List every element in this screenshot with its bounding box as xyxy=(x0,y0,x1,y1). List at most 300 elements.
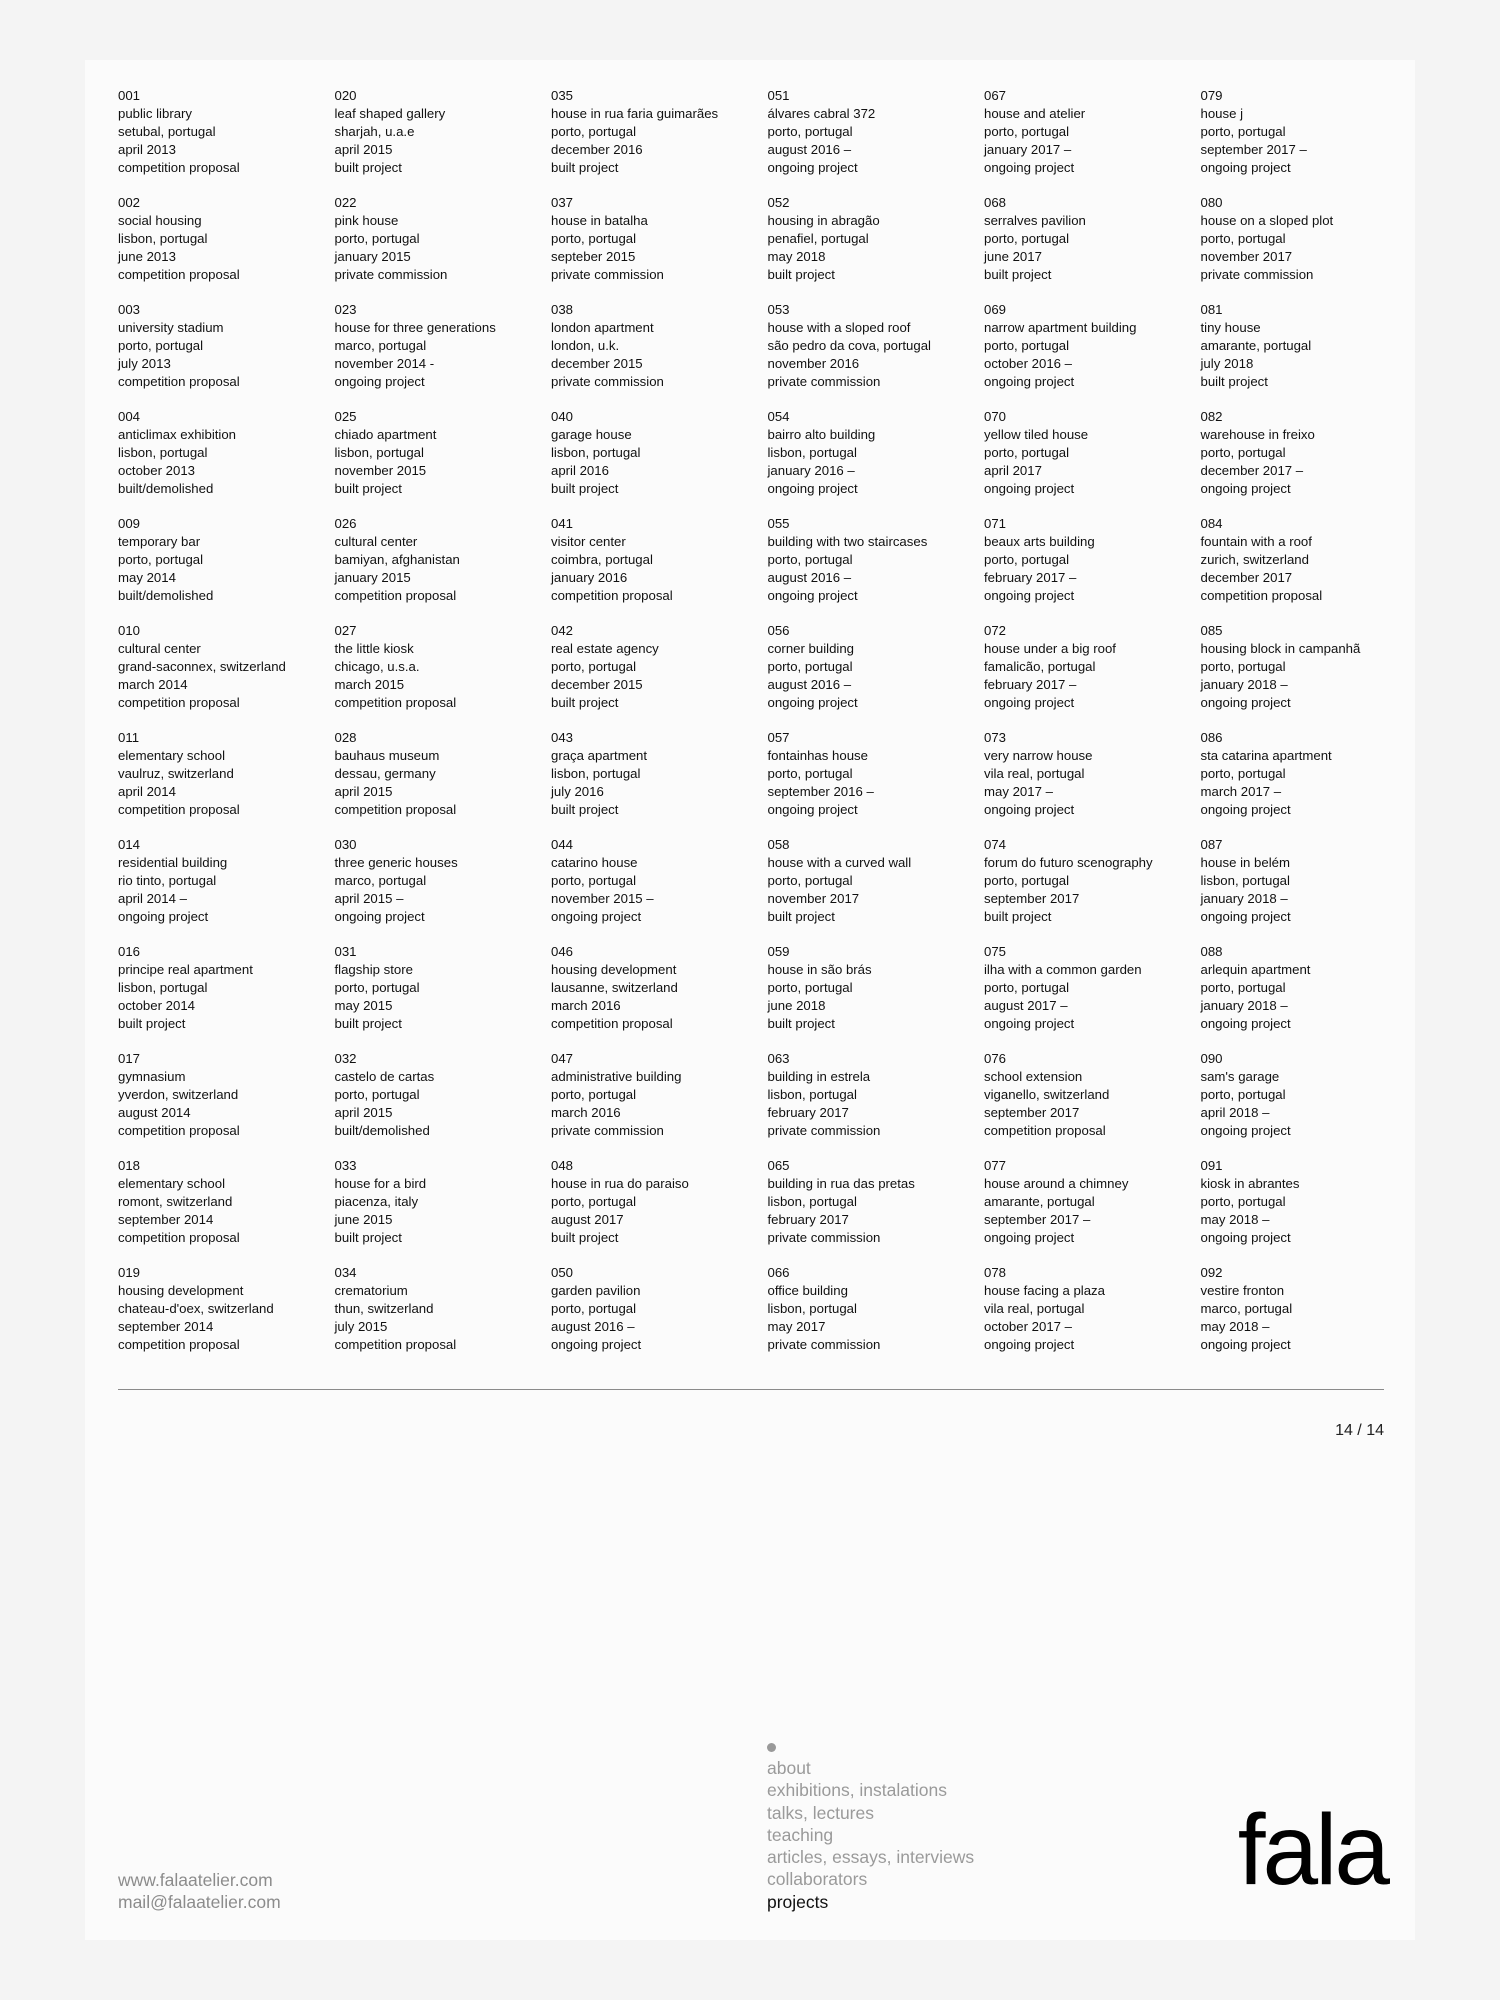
project-status: ongoing project xyxy=(984,373,1075,389)
project-status: private commission xyxy=(551,266,664,282)
project-status: ongoing project xyxy=(984,1015,1075,1031)
project-place: porto, portugal xyxy=(551,1193,637,1209)
project-place: porto, portugal xyxy=(984,337,1070,353)
main-nav xyxy=(767,1757,974,1913)
project-status: competition proposal xyxy=(118,373,240,389)
project-place: porto, portugal xyxy=(334,1086,420,1102)
project-date: june 2013 xyxy=(118,248,176,264)
project-date: march 2017 – xyxy=(1200,783,1282,799)
project-num: 044 xyxy=(551,837,574,852)
project-entry[interactable] xyxy=(118,515,335,622)
project-entry[interactable] xyxy=(1201,729,1418,836)
project-entry[interactable] xyxy=(984,622,1201,729)
project-status: ongoing project xyxy=(984,587,1075,603)
project-place: lisbon, portugal xyxy=(767,1193,857,1209)
project-place: vila real, portugal xyxy=(984,1300,1085,1316)
project-entry[interactable] xyxy=(768,408,985,515)
project-name: residential building xyxy=(118,854,228,870)
project-name: building in estrela xyxy=(767,1068,871,1084)
project-place: porto, portugal xyxy=(767,765,853,781)
project-status: built project xyxy=(551,159,619,175)
project-name: yellow tiled house xyxy=(984,426,1089,442)
project-date: february 2017 – xyxy=(984,676,1077,692)
project-status: private commission xyxy=(1200,266,1314,282)
project-entry[interactable] xyxy=(1201,408,1418,515)
project-name: ilha with a common garden xyxy=(984,961,1142,977)
project-date: november 2017 xyxy=(767,890,860,906)
project-num: 052 xyxy=(767,195,790,210)
project-date: july 2018 xyxy=(1200,355,1254,371)
project-date: december 2015 xyxy=(551,676,643,692)
project-entry[interactable] xyxy=(551,301,768,408)
project-place: porto, portugal xyxy=(984,872,1070,888)
project-status: ongoing project xyxy=(767,694,858,710)
project-place: são pedro da cova, portugal xyxy=(767,337,931,353)
project-place: porto, portugal xyxy=(1200,765,1286,781)
project-name: three generic houses xyxy=(334,854,458,870)
project-status: built project xyxy=(334,1229,402,1245)
project-status: ongoing project xyxy=(1200,908,1291,924)
project-num: 018 xyxy=(118,1158,141,1173)
project-place: romont, switzerland xyxy=(118,1193,233,1209)
project-entry[interactable] xyxy=(984,194,1201,301)
project-entry[interactable] xyxy=(768,1157,985,1264)
project-name: house under a big roof xyxy=(984,640,1116,656)
project-date: may 2018 xyxy=(767,248,826,264)
project-status: competition proposal xyxy=(118,1122,240,1138)
project-num: 042 xyxy=(551,623,574,638)
project-date: may 2017 – xyxy=(984,783,1053,799)
project-entry[interactable] xyxy=(551,622,768,729)
project-entry[interactable] xyxy=(335,515,552,622)
project-num: 014 xyxy=(118,837,141,852)
project-date: january 2016 – xyxy=(767,462,855,478)
project-place: porto, portugal xyxy=(984,444,1070,460)
project-name: kiosk in abrantes xyxy=(1200,1175,1300,1191)
project-num: 080 xyxy=(1200,195,1223,210)
project-status: private commission xyxy=(334,266,448,282)
project-entry[interactable] xyxy=(1201,301,1418,408)
project-entry[interactable] xyxy=(551,87,768,194)
project-entry[interactable] xyxy=(1201,87,1418,194)
project-place: porto, portugal xyxy=(984,123,1070,139)
project-entry[interactable] xyxy=(335,943,552,1050)
project-name: gymnasium xyxy=(118,1068,186,1084)
project-place: porto, portugal xyxy=(767,551,853,567)
project-status: built/demolished xyxy=(118,587,214,603)
project-num: 066 xyxy=(767,1265,790,1280)
project-name: building in rua das pretas xyxy=(767,1175,915,1191)
project-entry[interactable] xyxy=(984,943,1201,1050)
project-entry[interactable] xyxy=(984,1050,1201,1157)
project-status: ongoing project xyxy=(767,159,858,175)
project-place: marco, portugal xyxy=(334,872,427,888)
project-status: built project xyxy=(334,1015,402,1031)
project-num: 033 xyxy=(334,1158,357,1173)
project-entry[interactable] xyxy=(118,1157,335,1264)
project-num: 051 xyxy=(767,88,790,103)
project-status: ongoing project xyxy=(984,1336,1075,1352)
project-entry[interactable] xyxy=(551,1157,768,1264)
nav-item-articles[interactable]: articles, essays, interviews xyxy=(767,1847,975,1868)
project-num: 078 xyxy=(984,1265,1007,1280)
project-status: competition proposal xyxy=(118,1336,240,1352)
project-entry[interactable] xyxy=(118,87,335,194)
project-entry[interactable] xyxy=(551,943,768,1050)
project-num: 027 xyxy=(334,623,357,638)
project-status: ongoing project xyxy=(1200,1122,1291,1138)
project-status: ongoing project xyxy=(767,480,858,496)
project-entry[interactable] xyxy=(984,301,1201,408)
project-date: october 2016 – xyxy=(984,355,1072,371)
project-num: 071 xyxy=(984,516,1007,531)
project-entry[interactable] xyxy=(335,87,552,194)
project-date: april 2015 – xyxy=(334,890,404,906)
project-entry[interactable] xyxy=(335,408,552,515)
fala-logo[interactable]: fala xyxy=(1237,1794,1387,1906)
project-date: february 2017 xyxy=(767,1211,849,1227)
project-place: lisbon, portugal xyxy=(767,1300,857,1316)
project-entry[interactable] xyxy=(768,836,985,943)
project-entry[interactable] xyxy=(551,515,768,622)
project-date: september 2014 xyxy=(118,1211,214,1227)
project-entry[interactable] xyxy=(1201,1157,1418,1264)
project-date: may 2018 – xyxy=(1200,1318,1270,1334)
project-entry[interactable] xyxy=(551,408,768,515)
project-status: built project xyxy=(334,480,402,496)
project-place: lisbon, portugal xyxy=(551,765,641,781)
nav-item-teaching[interactable]: teaching xyxy=(767,1824,834,1845)
project-place: piacenza, italy xyxy=(334,1193,419,1209)
project-name: cultural center xyxy=(334,533,418,549)
project-entry[interactable] xyxy=(768,87,985,194)
project-date: february 2017 – xyxy=(984,569,1077,585)
project-place: porto, portugal xyxy=(551,1300,637,1316)
project-entry[interactable] xyxy=(118,194,335,301)
project-place: lisbon, portugal xyxy=(551,444,641,460)
project-name: housing development xyxy=(551,961,677,977)
project-date: january 2015 xyxy=(334,569,411,585)
website-link[interactable]: www.falaatelier.com xyxy=(118,1870,273,1890)
project-num: 082 xyxy=(1200,409,1223,424)
project-date: january 2015 xyxy=(334,248,411,264)
project-entry[interactable] xyxy=(768,1264,985,1371)
project-entry[interactable] xyxy=(335,1264,552,1371)
project-status: ongoing project xyxy=(984,1229,1075,1245)
project-num: 040 xyxy=(551,409,574,424)
project-date: june 2017 xyxy=(984,248,1042,264)
page-sheet xyxy=(85,60,1415,1940)
project-status: competition proposal xyxy=(334,1336,457,1352)
project-entry[interactable] xyxy=(335,836,552,943)
project-status: built project xyxy=(118,1015,186,1031)
project-entry[interactable] xyxy=(768,194,985,301)
project-num: 063 xyxy=(767,1051,790,1066)
project-place: porto, portugal xyxy=(118,551,204,567)
project-date: january 2018 – xyxy=(1200,676,1288,692)
project-name: catarino house xyxy=(551,854,638,870)
project-date: april 2016 xyxy=(551,462,609,478)
project-entry[interactable] xyxy=(768,943,985,1050)
project-name: housing in abragão xyxy=(767,212,880,228)
project-entry[interactable] xyxy=(984,408,1201,515)
project-num: 085 xyxy=(1200,623,1223,638)
project-name: fountain with a roof xyxy=(1200,533,1312,549)
project-date: september 2017 – xyxy=(984,1211,1091,1227)
project-status: ongoing project xyxy=(984,694,1075,710)
project-name: cultural center xyxy=(118,640,201,656)
project-num: 020 xyxy=(334,88,357,103)
project-date: november 2015 xyxy=(334,462,427,478)
nav-item-exhibitions[interactable]: exhibitions, instalations xyxy=(767,1780,947,1801)
project-place: lisbon, portugal xyxy=(334,444,424,460)
project-entry[interactable] xyxy=(1201,836,1418,943)
project-place: amarante, portugal xyxy=(984,1193,1095,1209)
project-name: álvares cabral 372 xyxy=(767,105,876,121)
project-entry[interactable] xyxy=(118,729,335,836)
project-name: visitor center xyxy=(551,533,626,549)
project-status: ongoing project xyxy=(767,801,858,817)
project-date: march 2016 xyxy=(551,1104,621,1120)
project-status: ongoing project xyxy=(118,908,209,924)
project-name: temporary bar xyxy=(118,533,201,549)
project-date: may 2014 xyxy=(118,569,176,585)
project-place: porto, portugal xyxy=(551,1086,637,1102)
project-num: 011 xyxy=(118,730,140,745)
project-place: vila real, portugal xyxy=(984,765,1085,781)
nav-item-talks[interactable]: talks, lectures xyxy=(767,1802,874,1823)
project-entry[interactable] xyxy=(551,1050,768,1157)
project-place: sharjah, u.a.e xyxy=(334,123,415,139)
project-status: ongoing project xyxy=(1200,480,1291,496)
project-name: vestire fronton xyxy=(1200,1282,1285,1298)
divider-line xyxy=(118,1389,1384,1390)
project-entry[interactable] xyxy=(335,1050,552,1157)
project-num: 030 xyxy=(334,837,357,852)
project-entry[interactable] xyxy=(118,943,335,1050)
project-entry[interactable] xyxy=(1201,515,1418,622)
project-date: septeber 2015 xyxy=(551,248,636,264)
project-num: 047 xyxy=(551,1051,574,1066)
project-name: garage house xyxy=(551,426,632,442)
project-name: warehouse in freixo xyxy=(1200,426,1315,442)
project-name: real estate agency xyxy=(551,640,659,656)
project-num: 073 xyxy=(984,730,1007,745)
project-num: 004 xyxy=(118,409,141,424)
project-name: house around a chimney xyxy=(984,1175,1129,1191)
project-entry[interactable] xyxy=(768,515,985,622)
project-place: marco, portugal xyxy=(334,337,427,353)
project-entry[interactable] xyxy=(118,622,335,729)
project-place: porto, portugal xyxy=(767,872,853,888)
project-name: house in belém xyxy=(1200,854,1290,870)
project-entry[interactable] xyxy=(984,1264,1201,1371)
project-entry[interactable] xyxy=(1201,1264,1418,1371)
project-date: october 2014 xyxy=(118,997,195,1013)
project-status: built project xyxy=(767,266,835,282)
project-entry[interactable] xyxy=(984,515,1201,622)
project-place: rio tinto, portugal xyxy=(118,872,217,888)
project-name: housing development xyxy=(118,1282,244,1298)
project-entry[interactable] xyxy=(984,1157,1201,1264)
project-num: 053 xyxy=(767,302,790,317)
project-place: london, u.k. xyxy=(551,337,620,353)
project-num: 092 xyxy=(1200,1265,1223,1280)
project-num: 054 xyxy=(767,409,790,424)
project-num: 081 xyxy=(1200,302,1223,317)
project-num: 001 xyxy=(118,88,141,103)
project-status: built project xyxy=(551,480,619,496)
project-date: april 2015 xyxy=(334,141,393,157)
project-num: 025 xyxy=(334,409,357,424)
project-date: august 2017 – xyxy=(984,997,1068,1013)
project-name: beaux arts building xyxy=(984,533,1095,549)
project-status: ongoing project xyxy=(551,1336,642,1352)
project-entry[interactable] xyxy=(768,1050,985,1157)
project-entry[interactable] xyxy=(768,622,985,729)
project-date: march 2015 xyxy=(334,676,405,692)
project-num: 087 xyxy=(1200,837,1223,852)
project-status: built project xyxy=(1200,373,1268,389)
project-status: private commission xyxy=(767,1336,881,1352)
project-name: house and atelier xyxy=(984,105,1086,121)
project-num: 056 xyxy=(767,623,790,638)
project-status: competition proposal xyxy=(334,694,457,710)
project-date: december 2017 xyxy=(1200,569,1293,585)
project-status: built project xyxy=(767,1015,835,1031)
project-name: office building xyxy=(767,1282,848,1298)
project-status: built project xyxy=(551,801,619,817)
project-entry[interactable] xyxy=(1201,622,1418,729)
project-name: pink house xyxy=(334,212,399,228)
project-entry[interactable] xyxy=(984,836,1201,943)
project-name: chiado apartment xyxy=(334,426,437,442)
project-date: january 2017 – xyxy=(984,141,1072,157)
nav-item-collaborators[interactable]: collaborators xyxy=(767,1869,868,1890)
project-entry[interactable] xyxy=(768,301,985,408)
project-name: house with a curved wall xyxy=(767,854,912,870)
project-place: porto, portugal xyxy=(767,658,853,674)
project-status: ongoing project xyxy=(984,801,1075,817)
project-entry[interactable] xyxy=(1201,194,1418,301)
project-num: 058 xyxy=(767,837,790,852)
project-entry[interactable] xyxy=(118,408,335,515)
project-status: competition proposal xyxy=(334,801,457,817)
project-num: 074 xyxy=(984,837,1007,852)
project-entry[interactable] xyxy=(768,729,985,836)
project-entry[interactable] xyxy=(118,1050,335,1157)
project-name: forum do futuro scenography xyxy=(984,854,1153,870)
project-place: lisbon, portugal xyxy=(767,1086,857,1102)
project-name: house for a bird xyxy=(334,1175,427,1191)
project-place: zurich, switzerland xyxy=(1200,551,1309,567)
project-status: competition proposal xyxy=(118,1229,240,1245)
project-entry[interactable] xyxy=(335,622,552,729)
nav-item-projects[interactable]: projects xyxy=(767,1891,829,1912)
project-num: 046 xyxy=(551,944,574,959)
project-place: porto, portugal xyxy=(118,337,204,353)
project-entry[interactable] xyxy=(984,87,1201,194)
project-entry[interactable] xyxy=(335,729,552,836)
project-date: april 2014 – xyxy=(118,890,187,906)
project-name: bauhaus museum xyxy=(334,747,440,763)
nav-item-about[interactable]: about xyxy=(767,1758,811,1778)
project-status: ongoing project xyxy=(984,159,1075,175)
project-date: september 2016 – xyxy=(767,783,874,799)
project-date: september 2017 xyxy=(984,890,1080,906)
project-place: porto, portugal xyxy=(1200,1086,1286,1102)
project-date: june 2015 xyxy=(334,1211,393,1227)
project-entry[interactable] xyxy=(118,1264,335,1371)
project-date: august 2016 – xyxy=(551,1318,635,1334)
project-status: competition proposal xyxy=(551,587,673,603)
project-name: crematorium xyxy=(334,1282,408,1298)
project-name: london apartment xyxy=(551,319,654,335)
project-place: thun, switzerland xyxy=(334,1300,434,1316)
project-name: narrow apartment building xyxy=(984,319,1137,335)
project-num: 076 xyxy=(984,1051,1007,1066)
project-date: january 2018 – xyxy=(1200,890,1288,906)
project-place: bamiyan, afghanistan xyxy=(334,551,460,567)
project-num: 055 xyxy=(767,516,790,531)
project-place: lisbon, portugal xyxy=(118,230,208,246)
email-link[interactable]: mail@falaatelier.com xyxy=(118,1892,281,1912)
project-num: 016 xyxy=(118,944,141,959)
project-entry[interactable] xyxy=(551,1264,768,1371)
project-num: 010 xyxy=(118,623,141,638)
project-status: competition proposal xyxy=(118,801,240,817)
project-date: august 2014 xyxy=(118,1104,191,1120)
project-entry[interactable] xyxy=(335,194,552,301)
project-date: april 2015 xyxy=(334,1104,393,1120)
project-name: corner building xyxy=(767,640,855,656)
project-num: 003 xyxy=(118,302,141,317)
project-entry[interactable] xyxy=(335,301,552,408)
project-entry[interactable] xyxy=(551,836,768,943)
project-status: ongoing project xyxy=(1200,801,1291,817)
project-num: 034 xyxy=(334,1265,357,1280)
project-entry[interactable] xyxy=(118,836,335,943)
project-status: ongoing project xyxy=(1200,1015,1291,1031)
project-entry[interactable] xyxy=(984,729,1201,836)
project-date: august 2016 – xyxy=(767,569,852,585)
project-name: the little kiosk xyxy=(334,640,414,656)
project-entry[interactable] xyxy=(551,194,768,301)
project-num: 090 xyxy=(1200,1051,1223,1066)
project-date: august 2016 – xyxy=(767,676,852,692)
project-num: 072 xyxy=(984,623,1007,638)
project-name: building with two staircases xyxy=(767,533,928,549)
project-name: sta catarina apartment xyxy=(1200,747,1332,763)
project-entry[interactable] xyxy=(1201,943,1418,1050)
project-name: anticlimax exhibition xyxy=(118,426,237,442)
project-status: competition proposal xyxy=(551,1015,673,1031)
project-date: may 2015 xyxy=(334,997,393,1013)
project-place: porto, portugal xyxy=(551,123,637,139)
project-place: grand-saconnex, switzerland xyxy=(118,658,286,674)
project-status: built project xyxy=(334,159,402,175)
project-entry[interactable] xyxy=(551,729,768,836)
project-place: amarante, portugal xyxy=(1200,337,1312,353)
project-place: viganello, switzerland xyxy=(984,1086,1110,1102)
project-place: lisbon, portugal xyxy=(118,444,208,460)
project-status: competition proposal xyxy=(984,1122,1106,1138)
project-date: march 2014 xyxy=(118,676,188,692)
project-entry[interactable] xyxy=(1201,1050,1418,1157)
project-entry[interactable] xyxy=(118,301,335,408)
project-entry[interactable] xyxy=(335,1157,552,1264)
project-status: private commission xyxy=(551,373,664,389)
